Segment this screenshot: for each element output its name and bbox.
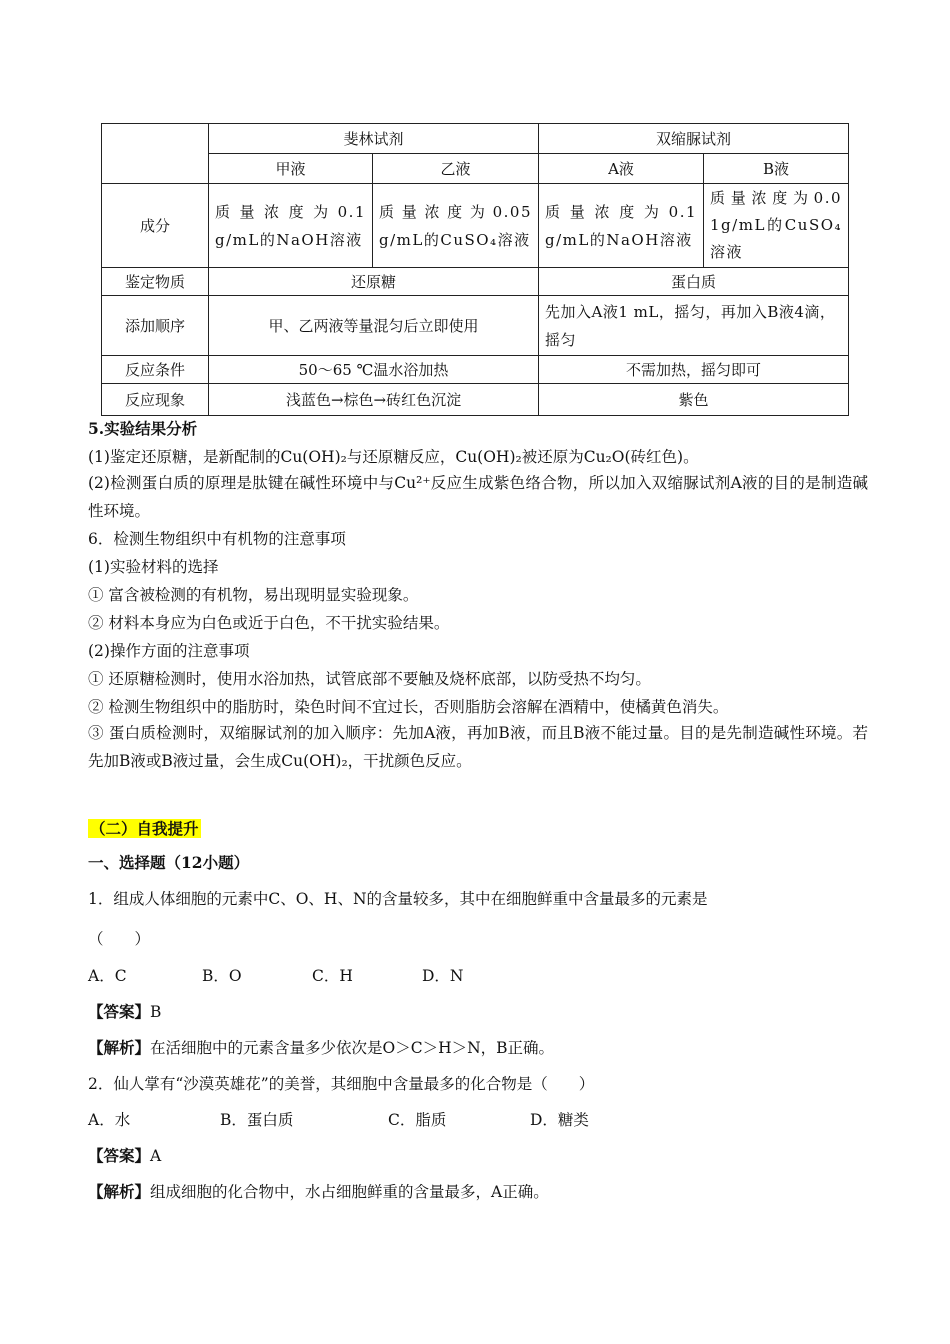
section6-o3: ③ 蛋白质检测时，双缩脲试剂的加入顺序：先加A液，再加B液，而且B液不能过量。目的是先制造碱性环境。若先加B液或B液过量，会生成Cu(OH)₂，干扰颜色反应。 (88, 724, 868, 770)
q2-analysis-label: 【解析】 (88, 1182, 151, 1201)
part2-subheading: 一、选择题（12小题） (88, 853, 250, 872)
q1-option-d: D．N (422, 967, 464, 985)
reagent-comparison-table (101, 123, 849, 416)
row-label-order: 添加顺序 (102, 296, 209, 356)
cell-composition-a: 质量浓度为0.1 g/mL的NaOH溶液 (539, 184, 704, 268)
q1-answer-label: 【答案】 (88, 1002, 151, 1021)
q2-analysis-text: 组成细胞的化合物中，水占细胞鲜重的含量最多，A正确。 (150, 1183, 549, 1201)
row-label-substance: 鉴定物质 (102, 268, 209, 296)
q1-stem: 1．组成人体细胞的元素中C、O、H、N的含量较多，其中在细胞鲜重中含量最多的元素是 (88, 890, 708, 908)
q1-option-a: A．C (88, 967, 127, 985)
q2-option-a: A．水 (88, 1111, 131, 1129)
section6-s1: ① 富含被检测的有机物，易出现明显实验现象。 (88, 586, 419, 604)
header-jia: 甲液 (209, 154, 373, 184)
cell-phenomenon-biuret: 紫色 (539, 384, 849, 416)
q1-options (88, 965, 464, 987)
cell-composition-yi: 质量浓度为0.05 g/mL的CuSO₄溶液 (373, 184, 539, 268)
cell-condition-biuret: 不需加热，摇匀即可 (539, 356, 849, 384)
cell-substance-biuret: 蛋白质 (539, 268, 849, 296)
section6-sub2: (2)操作方面的注意事项 (88, 642, 250, 660)
cell-substance-fehling: 还原糖 (209, 268, 539, 296)
q2-answer-label: 【答案】 (88, 1146, 151, 1165)
cell-composition-b: 质量浓度为0.0 1g/mL的CuSO₄溶液 (704, 184, 849, 268)
row-label-condition: 反应条件 (102, 356, 209, 384)
q1-option-c: C．H (312, 967, 353, 985)
section6-s2: ② 材料本身应为白色或近于白色，不干扰实验结果。 (88, 614, 450, 632)
section6-sub1: (1)实验材料的选择 (88, 558, 219, 576)
cell-phenomenon-fehling: 浅蓝色→棕色→砖红色沉淀 (209, 384, 539, 416)
q2-option-c: C．脂质 (388, 1111, 447, 1129)
header-fehling: 斐林试剂 (209, 124, 539, 154)
q1-answer-value: B (150, 1003, 162, 1021)
q1-blank: （ ） (88, 930, 151, 948)
cell-condition-fehling: 50～65 ℃温水浴加热 (209, 356, 539, 384)
row-label-composition: 成分 (102, 184, 209, 268)
section5-title: 5.实验结果分析 (88, 419, 198, 438)
header-a: A液 (539, 154, 704, 184)
q2-answer-value: A (150, 1147, 162, 1165)
cell-order-fehling: 甲、乙两液等量混匀后立即使用 (209, 296, 539, 356)
part2-heading-line (88, 818, 201, 840)
header-b: B液 (704, 154, 849, 184)
section5-p1: (1)鉴定还原糖，是新配制的Cu(OH)₂与还原糖反应，Cu(OH)₂被还原为Cu₂O(砖红色)。 (88, 448, 699, 466)
q2-analysis (88, 1181, 549, 1203)
row-label-phenomenon: 反应现象 (102, 384, 209, 416)
header-yi: 乙液 (373, 154, 539, 184)
q1-option-b: B．O (202, 967, 242, 985)
q1-analysis-text: 在活细胞中的元素含量多少依次是O＞C＞H＞N，B正确。 (150, 1039, 555, 1057)
section6-o2: ② 检测生物组织中的脂肪时，染色时间不宜过长，否则脂肪会溶解在酒精中，使橘黄色消失。 (88, 698, 729, 716)
q2-options (88, 1109, 589, 1131)
q1-analysis-label: 【解析】 (88, 1038, 151, 1057)
header-biuret: 双缩脲试剂 (539, 124, 849, 154)
table-corner-cell (102, 124, 209, 184)
section6-o1: ① 还原糖检测时，使用水浴加热，试管底部不要触及烧杯底部，以防受热不均匀。 (88, 670, 651, 688)
section6-title: 6．检测生物组织中有机物的注意事项 (88, 530, 346, 548)
q2-answer (88, 1145, 161, 1167)
cell-composition-jia: 质量浓度为0.1 g/mL的NaOH溶液 (209, 184, 373, 268)
part2-heading: （二）自我提升 (90, 819, 199, 838)
q2-stem: 2．仙人掌有“沙漠英雄花”的美誉，其细胞中含量最多的化合物是（ ） (88, 1075, 595, 1093)
q2-option-d: D．糖类 (530, 1111, 589, 1129)
q1-answer (88, 1001, 161, 1023)
q1-analysis (88, 1037, 554, 1059)
q2-option-b: B．蛋白质 (220, 1111, 294, 1129)
section5-p2: (2)检测蛋白质的原理是肽键在碱性环境中与Cu²⁺反应生成紫色络合物，所以加入双缩脲试剂A液的目的是制造碱性环境。 (88, 474, 868, 520)
cell-order-biuret: 先加入A液1 mL，摇匀，再加入B液4滴，摇匀 (539, 296, 849, 356)
